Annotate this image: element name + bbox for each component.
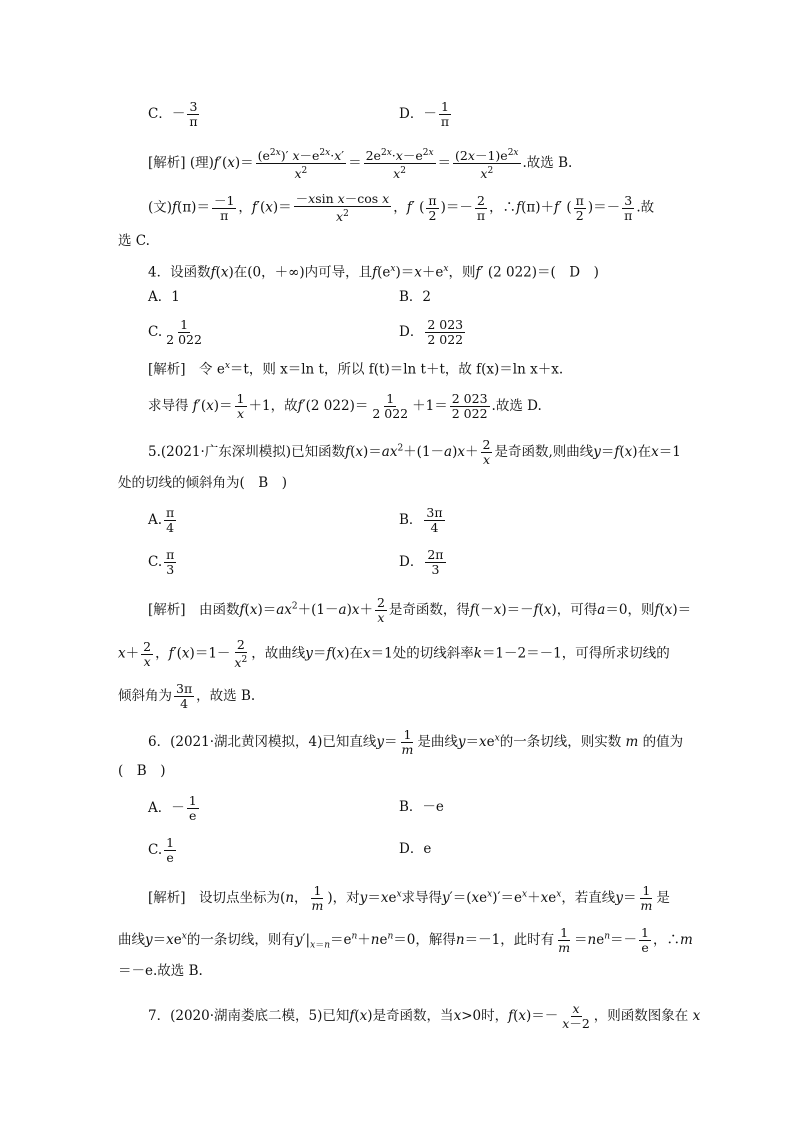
q5-solution-3: 倾斜角为 $\frac{3\pi}{4}$ ，故选 B. [118, 681, 256, 711]
q4-option-a: A．1 [148, 289, 180, 305]
q7-stem: 7．(2020·湖南娄底二模，5)已知f(x)是奇函数，当x>0时，f(x)＝－ $\frac{x}{x-2}$ ，则函数图象在 x [148, 1001, 701, 1031]
q3-option-d: D．－ $\frac{1}{\pi}$ [399, 99, 450, 129]
q3-solution-wen-tail: 选 C. [118, 233, 150, 249]
q3-solution-li: [解析] (理)f′(x)＝ $\frac{(e^{2x})' x-e^{2x}\cdot x'}{x^2}$ ＝ $\frac{2e^{2x}\cdot x-e^{2x}}{x^2}$ ＝ $\frac{(2x-1)e^{2x}}{x^2}$ .故选 B. [148, 148, 573, 182]
q6-solution-3: ＝－e.故选 B. [118, 963, 203, 979]
q5-option-b: B． $\frac{3\pi}{4}$ [399, 505, 443, 535]
q4-stem: 4．设函数f(x)在(0，＋∞)内可导，且$f(e^x)=x+e^x$，则f′ (2 022)＝( D ) [148, 264, 599, 281]
q5-stem: 5.(2021·广东深圳模拟)已知函数$f(x)=ax^2+(1-a)x+$ $\frac{2}{x}$ 是奇函数,则曲线y＝f(x)在x＝1 [148, 437, 681, 467]
q5-stem-2: 处的切线的倾斜角为( B ) [118, 475, 287, 491]
q5-option-a: A. $\frac{\pi}{4}$ [148, 505, 175, 535]
q5-solution-1: [解析] 由函数$f(x)=ax^2+(1-a)x+$ $\frac{2}{x}$ 是奇函数，得f(－x)＝－f(x)，可得a＝0，则f(x)＝ [148, 595, 692, 625]
q6-solution-1: [解析] 设切点坐标为(n， $\frac{1}{m}$ )，对$y=xe^x$求导得$y'=(xe^x)'=e^x+xe^x$，若直线y＝ $\frac{1}{m}$ 是 [148, 883, 670, 913]
q5-solution-2: x＋ $\frac{2}{x}$ ，f′(x)＝1－ $\frac{2}{x^2}$ ，故曲线y＝f(x)在x＝1处的切线斜率k＝1－2＝－1，可得所求切线的 [118, 637, 670, 671]
q4-solution-2: 求导得 f′(x)＝ $\frac{1}{x}$ ＋1，故f′(2 022)＝ $\frac{1}{2 022}$ ＋1＝ $\frac{2 023}{2 022}$ .故选 D. [148, 391, 542, 421]
q5-option-d: D． $\frac{2\pi}{3}$ [399, 547, 444, 577]
q5-option-c: C. $\frac{\pi}{3}$ [148, 547, 175, 577]
q6-option-b: B．－e [399, 799, 444, 815]
q4-option-d: D． $\frac{2 023}{2 022}$ [399, 317, 464, 347]
q6-solution-2: 曲线$y=xe^x$的一条切线，则有$y'|_{x=n}=e^n+ne^n=0$，解得n＝－1，此时有 $\frac{1}{m}$ $=ne^n=-$ $\frac{1}{e}$ ，∴m [118, 925, 693, 955]
q6-stem-2: ( B ) [118, 763, 166, 779]
q4-solution-1: [解析] 令 $e^x=t$，则 x＝ln t，所以 f(t)＝ln t＋t，故 f(x)＝ln x＋x. [148, 361, 564, 378]
q6-option-d: D．e [399, 841, 432, 857]
fraction: $\frac{3}{\pi}$ [189, 99, 198, 129]
q6-stem: 6．(2021·湖北黄冈模拟，4)已知直线y＝ $\frac{1}{m}$ 是曲线$y=xe^x$的一条切线，则实数 m 的值为 [148, 727, 684, 757]
q6-option-a: A．－ $\frac{1}{e}$ [148, 793, 197, 823]
q4-option-c: C. $\frac{1}{2 022}$ [148, 317, 202, 347]
q3-option-c: C．－ $\frac{3}{\pi}$ [148, 99, 198, 129]
q3-solution-wen: (文)f(π)＝ $\frac{-1}{\pi}$ ，f′(x)＝ $\frac{\text{－xsin x－cos x}}{x^2}$ ，f′ ( $\frac{\pi}{2}$ )＝－ $\frac{2}{\pi}$ ，∴f(π)＋f′ ( $\frac{\pi}{2}$ )＝－ $\frac{3}{\pi}$ .故 [148, 191, 655, 225]
q6-option-c: C. $\frac{1}{e}$ [148, 835, 175, 865]
fraction: $\frac{1}{\pi}$ [440, 99, 450, 129]
q4-option-b: B．2 [399, 289, 432, 305]
